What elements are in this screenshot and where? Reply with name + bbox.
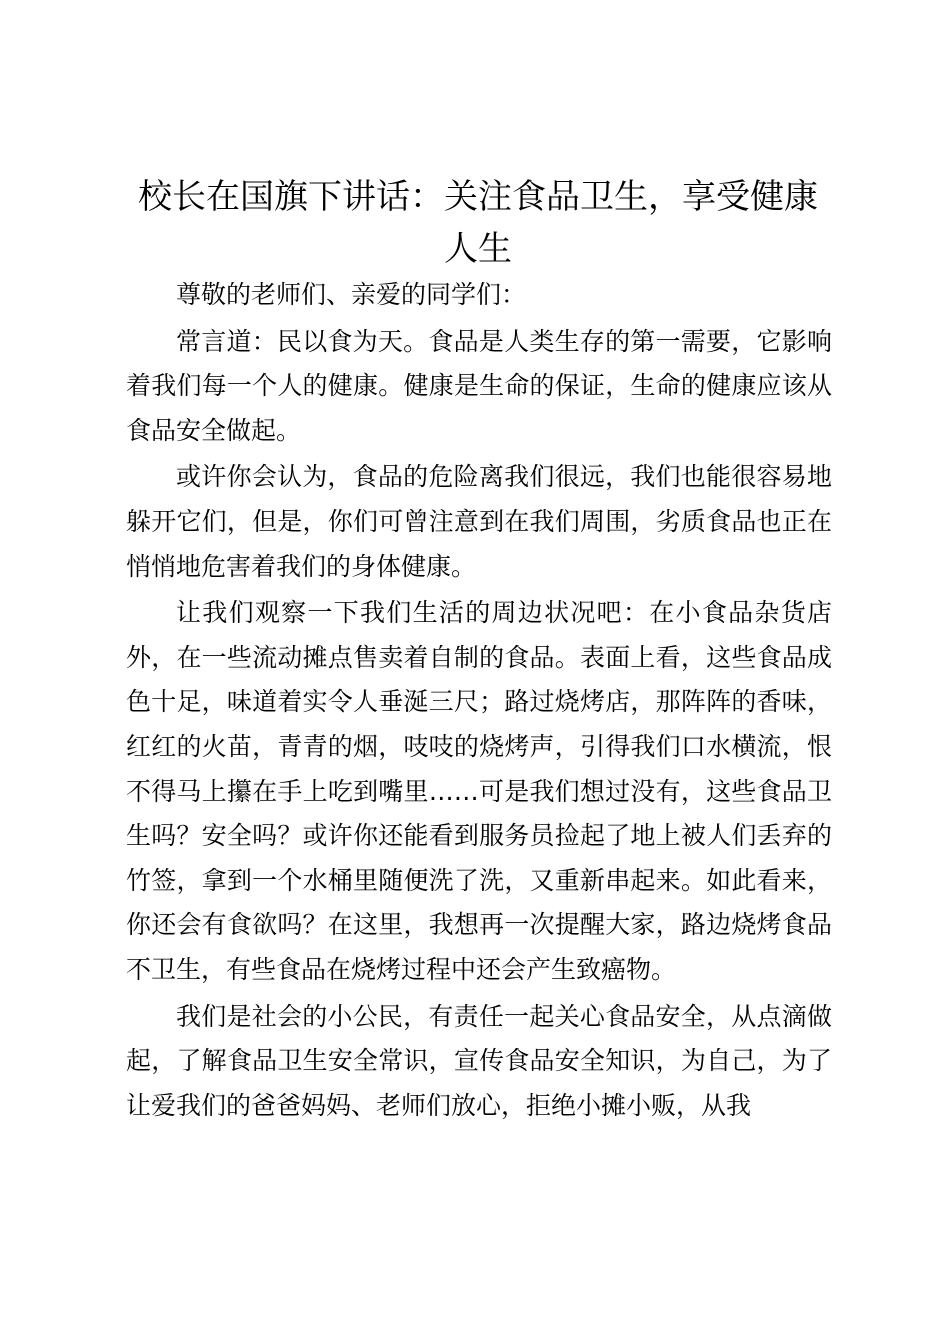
paragraph-observation: 让我们观察一下我们生活的周边状况吧：在小食品杂货店外，在一些流动摊点售卖着自制的食品。表面上看，这些食品成色十足，味道着实令人垂涎三尺；路过烧烤店，那阵阵的香味，红红的火苗，青青的烟，吱吱的烧烤声，引得我们口水横流，恨不得马上攥在手上吃到嘴里……可是我们想过没有，这些食品卫生吗？安全吗？或许你还能看到服务员捡起了地上被人们丢弃的竹签，拿到一个水桶里随便洗了洗，又重新串起来。如此看来，你还会有食欲吗？在这里，我想再一次提醒大家，路边烧烤食品不卫生，有些食品在烧烤过程中还会产生致癌物。: [126, 598, 832, 984]
paragraph-proverb: 常言道：民以食为天。食品是人类生存的第一需要，它影响着我们每一个人的健康。健康是生命的保证，生命的健康应该从食品安全做起。: [126, 326, 832, 445]
document-body: [126, 273, 832, 1130]
paragraph-salutation: 尊敬的老师们、亲爱的同学们：: [176, 280, 527, 309]
paragraph-danger: 或许你会认为，食品的危险离我们很远，我们也能很容易地躲开它们，但是，你们可曾注意到在我们周围，劣质食品也正在悄悄地危害着我们的身体健康。: [126, 462, 832, 581]
document-title: 校长在国旗下讲话：关注食品卫生，享受健康人生: [138, 177, 818, 269]
paragraph-responsibility: 我们是社会的小公民，有责任一起关心食品安全，从点滴做起，了解食品卫生安全常识，宣传食品安全知识，为自己，为了让爱我们的爸爸妈妈、老师们放心，拒绝小摊小贩，从我: [126, 1001, 832, 1120]
